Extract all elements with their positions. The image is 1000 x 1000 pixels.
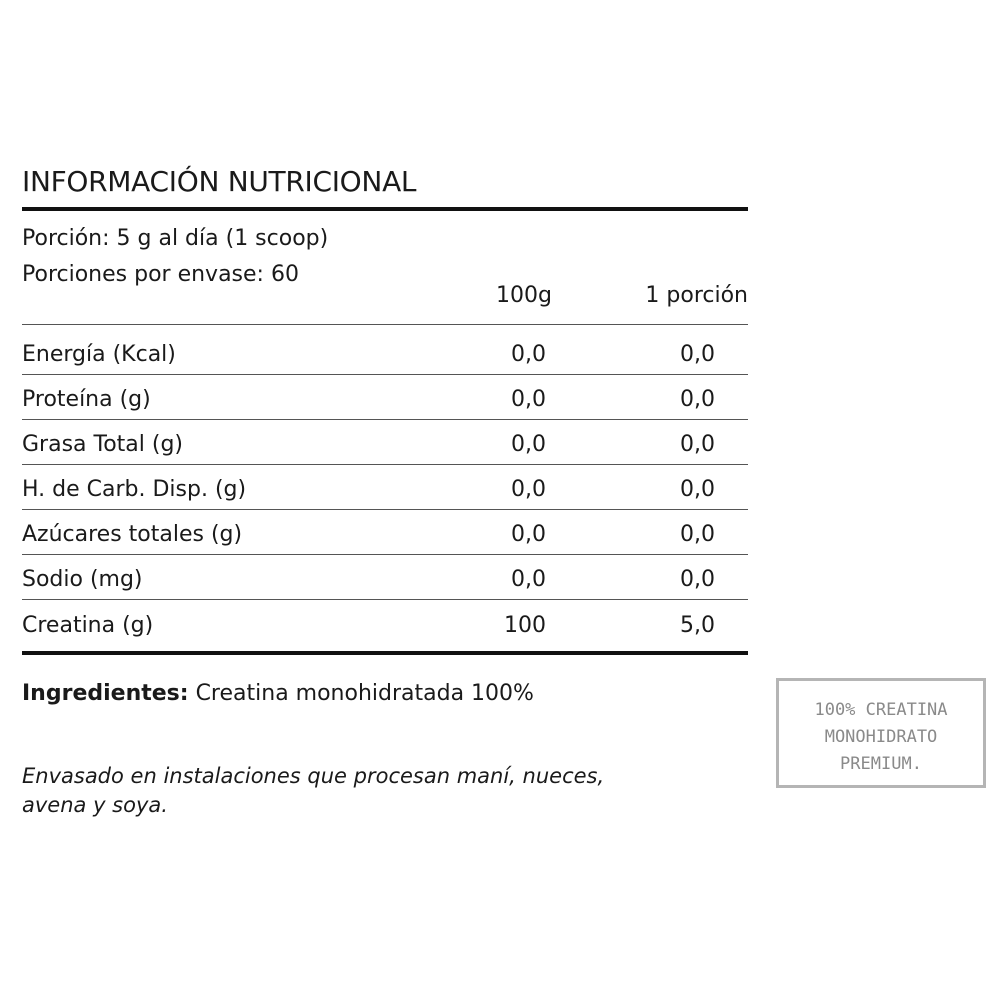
- column-header-serving: 1 porción: [645, 283, 748, 308]
- nutrient-name: Sodio (mg): [22, 567, 143, 592]
- serving-size: Porción: 5 g al día (1 scoop): [22, 226, 329, 251]
- value-per-serving: 0,0: [680, 522, 715, 547]
- table-row: [22, 510, 748, 555]
- table-row: [22, 330, 748, 375]
- table-bottom-divider: [22, 651, 748, 655]
- value-per-100g: 0,0: [511, 567, 546, 592]
- nutrient-name: H. de Carb. Disp. (g): [22, 477, 247, 502]
- table-row: [22, 420, 748, 465]
- title-divider: [22, 207, 748, 211]
- row-divider: [22, 599, 748, 600]
- badge-line: PREMIUM.: [840, 754, 922, 774]
- value-per-100g: 100: [504, 613, 546, 638]
- value-per-serving: 0,0: [680, 432, 715, 457]
- ingredients-label: Ingredientes:: [22, 681, 189, 706]
- nutrient-name: Azúcares totales (g): [22, 522, 243, 547]
- panel-title: INFORMACIÓN NUTRICIONAL: [22, 165, 417, 198]
- table-row: [22, 465, 748, 510]
- value-per-100g: 0,0: [511, 432, 546, 457]
- table-row: [22, 375, 748, 420]
- nutrient-name: Energía (Kcal): [22, 342, 176, 367]
- nutrient-name: Creatina (g): [22, 613, 154, 638]
- table-row: [22, 555, 748, 600]
- value-per-100g: 0,0: [511, 477, 546, 502]
- badge-line: 100% CREATINA: [814, 700, 948, 720]
- header-divider: [22, 324, 748, 325]
- ingredients: [22, 681, 534, 706]
- column-header-100g: 100g: [496, 283, 552, 308]
- value-per-serving: 0,0: [680, 387, 715, 412]
- value-per-serving: 5,0: [680, 613, 715, 638]
- nutrient-name: Proteína (g): [22, 387, 151, 412]
- badge-line: MONOHIDRATO: [824, 727, 938, 747]
- servings-per-container: Porciones por envase: 60: [22, 262, 299, 287]
- ingredients-text: Creatina monohidratada 100%: [188, 681, 534, 706]
- value-per-serving: 0,0: [680, 567, 715, 592]
- table-row: [22, 601, 748, 646]
- nutrient-name: Grasa Total (g): [22, 432, 184, 457]
- premium-badge: [776, 678, 986, 788]
- value-per-100g: 0,0: [511, 522, 546, 547]
- value-per-100g: 0,0: [511, 387, 546, 412]
- value-per-100g: 0,0: [511, 342, 546, 367]
- value-per-serving: 0,0: [680, 342, 715, 367]
- value-per-serving: 0,0: [680, 477, 715, 502]
- allergen-notice: Envasado en instalaciones que procesan maní, nueces, avena y soya.: [22, 764, 605, 817]
